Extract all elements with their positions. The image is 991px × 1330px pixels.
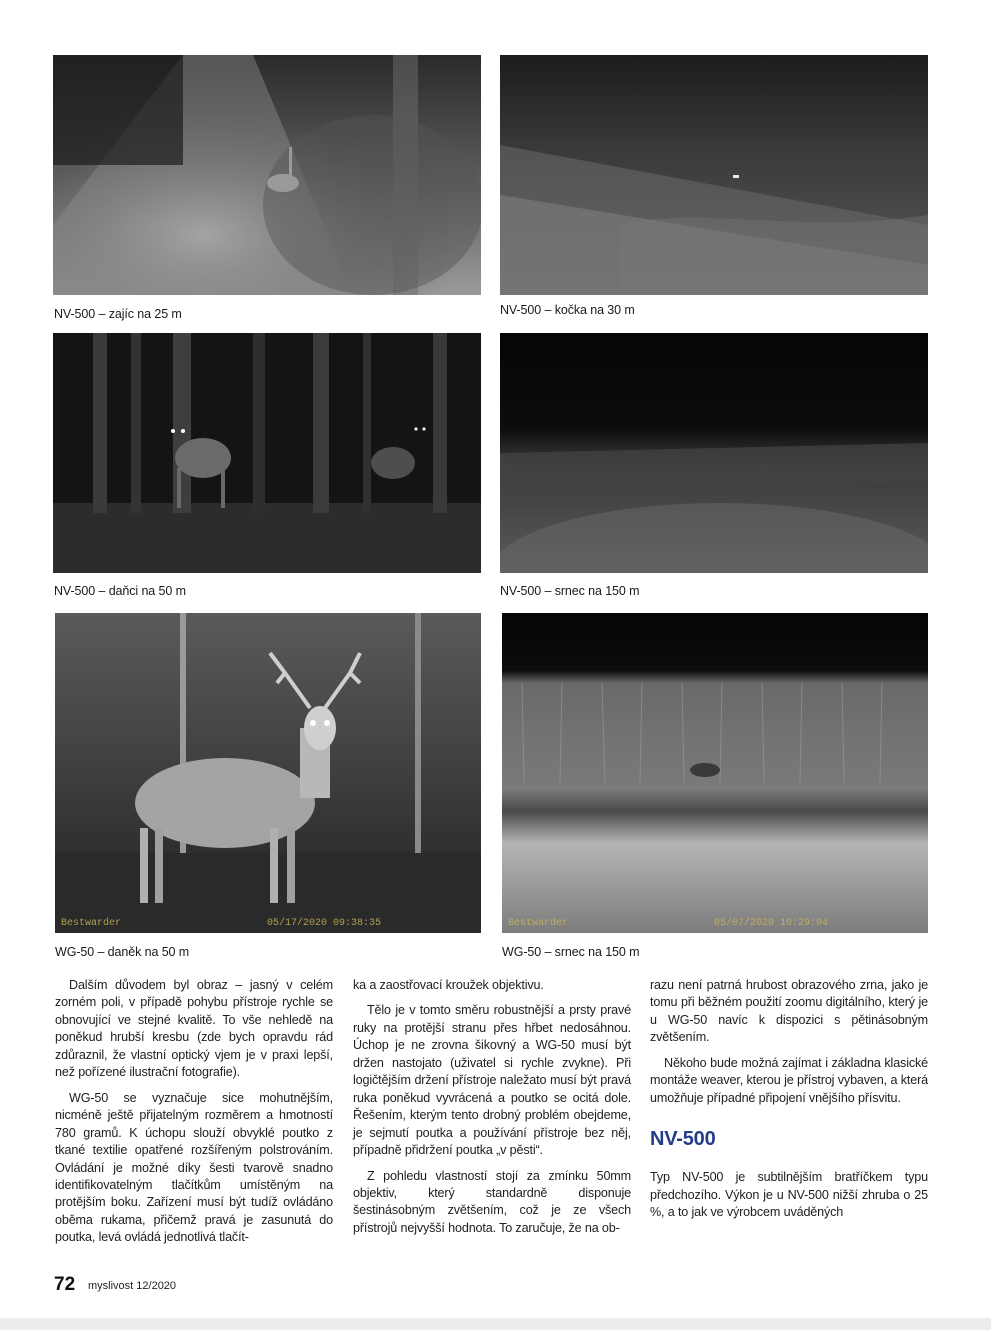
paragraph: Někoho bude možná zajímat i základna klasické montáže weaver, kterou je přístroj vybaven, a která umožňuje případné připojení vnějšího přísvitu. [650,1055,928,1105]
photo-caption: NV-500 – daňci na 50 m [54,584,186,598]
photo-stamp-datetime: 05/07/2020 10:29:04 [714,918,829,929]
page-edge [0,1318,991,1330]
section-heading: NV-500 [650,1128,716,1151]
paragraph: ka a zaostřovací kroužek objektivu. [353,978,544,992]
photo-fallow-deer-forest [53,333,481,573]
paragraph: Tělo je v tomto směru robustnější a prsty pravé ruky na protější stranu přes hřbet nedosáhnou. Úchop je ne zrovna šikovný a WG-50 musí být držen nastojato (uživatel si rychle zvykne). Při logičtějším držení přístroje naležato musí být pravá ruka poněkud vyvrácená a poutko se ocitá dole. Řešením, kterým tento drobný problém obejdeme, je sejmutí poutka a používání přístroje bez něj, případně přidržení poutka „v pěsti“. [353,1003,631,1158]
paragraph: Z pohledu vlastností stojí za zmínku 50mm objektiv, který standardně disponuje šestinásobným zvětšením, což je ze všech přístrojů nejvyšší hodnota. To zaručuje, že na ob- [353,1168,631,1235]
photo-fallow-buck-wg50 [55,613,481,933]
paragraph: razu není patrná hrubost obrazového zrna, jako je tomu při běžném použití zoomu digitálního, který je u WG-50 navíc k dispozici s pětinásobným zvětšením. [650,978,928,1045]
photo-caption: WG-50 – daněk na 50 m [55,945,190,959]
photo-caption: NV-500 – kočka na 30 m [500,303,635,317]
issue-label: myslivost 12/2020 [88,1280,177,1292]
paragraph: WG-50 se vyznačuje sice mohutnějším, nicméně ještě přijatelným rozměrem a hmotností 780 gramů. K úchopu slouží obvyklé poutko z tkané textilie opatřené rozšířeným polstrováním. Ovládání je možné díky šesti tvarově snadno identifikovatelným tlačítkům umístěným na protějším boku. Zařízení musí být tudíž ovládáno oběma rukama, přičemž pravá je zasunutá do poutka, levá ovládá jednotlivá tlačít- [55,1090,333,1245]
article-column-2 [353,977,631,1237]
photo-stamp-brand: Bestwarder [508,918,569,929]
photo-roe-deer-nv500 [500,333,928,573]
page-number: 72 [54,1274,76,1295]
photo-caption: NV-500 – zajíc na 25 m [54,307,182,321]
article-column-1 [55,977,333,1247]
article-column-3 [650,977,928,1222]
photo-stamp-datetime: 05/17/2020 09:38:35 [267,918,382,929]
photo-caption: NV-500 – srnec na 150 m [500,584,640,598]
photo-roe-deer-wg50 [502,613,928,933]
photo-caption: WG-50 – srnec na 150 m [502,945,640,959]
photo-stamp-brand: Bestwarder [61,918,122,929]
photo-hare [53,55,481,295]
paragraph: Dalším důvodem byl obraz – jasný v celém zorném poli, v případě pohybu přístroje rychle se obnovující ve stejné kvalitě. To vše nehledě na poněkud hrubší kresbu (zde bych opravdu rád zdůraznil, že vlastní optický vjem je v praxi lepší, než pořízené ilustrační fotografie). [55,978,333,1080]
photo-cat [500,55,928,295]
paragraph: Typ NV-500 je subtilnějším bratříčkem typu předchozího. Výkon je u NV-500 nižší zhruba o 25 %, a to jak ve výrobcem uváděných [650,1170,928,1220]
